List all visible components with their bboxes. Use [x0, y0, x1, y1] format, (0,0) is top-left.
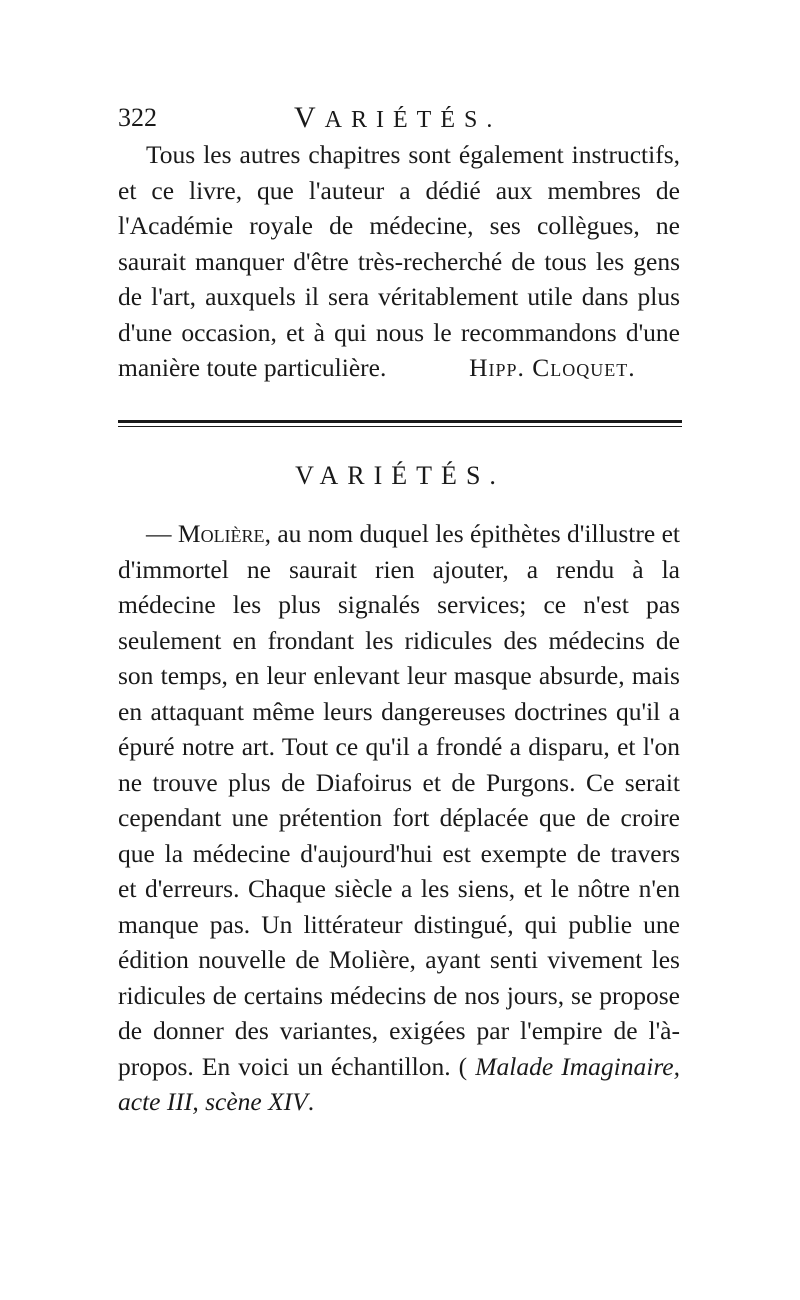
author-name: Molière	[177, 519, 265, 548]
section-title: VARIÉTÉS.	[295, 461, 505, 490]
main-paragraph-block	[118, 516, 680, 1120]
page-number: 322	[118, 103, 157, 132]
signature: Hipp. Cloquet.	[469, 353, 636, 382]
running-title-rest: ARIÉTÉS.	[324, 107, 502, 133]
section-divider	[118, 420, 682, 432]
top-paragraph	[118, 137, 680, 386]
play-reference: Malade Imaginaire, acte III, scène XIV	[118, 1051, 680, 1116]
closing-punctuation: .	[307, 1087, 315, 1116]
running-title: VARIÉTÉS.	[294, 101, 502, 134]
main-paragraph-body: , au nom duquel les épithètes d'illustre et d'immortel ne saurait rien ajouter, a rendu à la médecine les plus signalés services; ce n'est pas seulement en frondant les ridicules des médecins de son temps, en leur enlevant leur masque absurde, mais en attaquant même leurs dangereuses doctrines qu'il a épuré notre art. Tout ce qu'il a frondé a disparu, et l'on ne trouve plus de Diafoirus et de Purgons. Ce serait cependant une prétention fort déplacée que de croire que la médecine d'aujourd'hui est exempte de travers et d'erreurs. Chaque siècle a les siens, et le nôtre n'en manque pas. Un littérateur distingué, qui publie une édition nouvelle de Molière, ayant senti vivement les ridicules de certains médecins de nos jours, se propose de donner des variantes, exigées par l'empire de l'à-propos. En voici un échantillon. (	[118, 519, 680, 1081]
divider-thick-rule	[118, 420, 682, 423]
top-paragraph-text: Tous les autres chapitres sont également instructifs, et ce livre, que l'auteur a dédié aux membres de l'Académie royale de médecine, ses collègues, ne saurait manquer d'être très-recherché de tous les gens de l'art, auxquels il sera véritablement utile dans plus d'une occasion, et à qui nous le recommandons d'une manière toute particulière.	[118, 140, 680, 382]
main-paragraph	[118, 516, 680, 1120]
lead-dash: —	[146, 519, 178, 548]
running-head	[118, 98, 678, 138]
divider-thin-rule	[118, 426, 682, 427]
top-paragraph-block	[118, 137, 680, 386]
